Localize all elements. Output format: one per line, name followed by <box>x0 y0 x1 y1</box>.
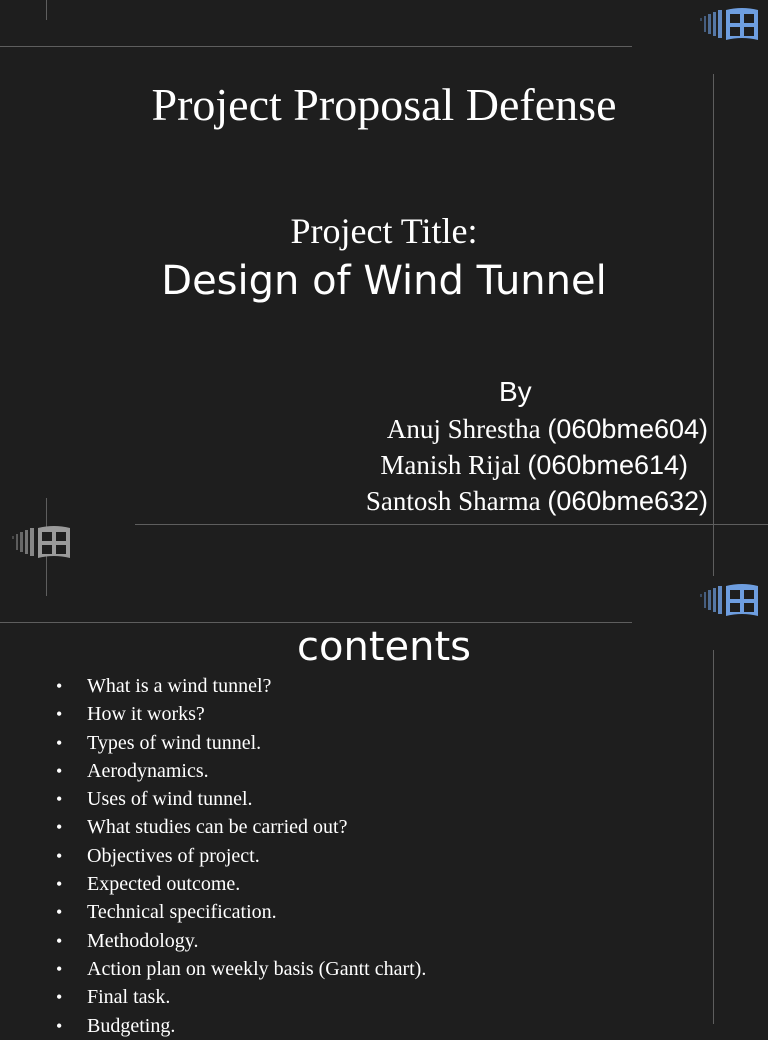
windows-logo-icon <box>700 580 760 620</box>
bullet: • <box>56 874 63 895</box>
author-line <box>366 486 708 517</box>
list-item-text: Action plan on weekly basis (Gantt chart). <box>87 957 427 980</box>
author-line <box>387 414 708 445</box>
author-name: Manish Rijal <box>380 450 521 480</box>
list-item <box>56 842 426 870</box>
left-guide-top <box>46 0 47 20</box>
list-item <box>56 898 426 926</box>
slide-contents <box>0 576 768 1037</box>
project-title: Design of Wind Tunnel <box>161 258 607 304</box>
list-item-text: Types of wind tunnel. <box>87 731 262 754</box>
list-item-text: What is a wind tunnel? <box>87 675 272 697</box>
left-guide-top <box>46 576 47 596</box>
author-line <box>380 450 688 481</box>
right-guide <box>713 650 714 1024</box>
list-item <box>56 983 426 1011</box>
list-item <box>56 757 426 785</box>
bottom-divider <box>135 524 768 525</box>
author-roll: (060bme614) <box>527 450 688 480</box>
list-item-text: How it works? <box>87 703 205 726</box>
bullet: • <box>56 704 63 725</box>
list-item <box>56 955 426 983</box>
list-item <box>56 927 426 955</box>
bullet: • <box>56 676 63 696</box>
list-item <box>56 785 426 813</box>
author-roll: (060bme632) <box>547 486 708 516</box>
contents-heading: contents <box>297 624 471 670</box>
list-item <box>56 729 426 757</box>
bullet: • <box>56 930 63 951</box>
bullet: • <box>56 845 63 866</box>
list-item-text: Final task. <box>87 986 171 1009</box>
list-item-text: Technical specification. <box>87 901 277 924</box>
right-guide <box>713 74 714 576</box>
list-item-text: Expected outcome. <box>87 873 241 896</box>
windows-logo-icon <box>12 522 72 562</box>
by-label: By <box>499 376 532 407</box>
list-item <box>56 700 426 728</box>
list-item <box>56 672 426 700</box>
bullet: • <box>56 732 63 753</box>
windows-logo-icon <box>700 4 760 44</box>
bullet: • <box>56 760 63 781</box>
bullet: • <box>56 817 63 838</box>
list-item-text: Uses of wind tunnel. <box>87 788 253 811</box>
author-name: Anuj Shrestha <box>386 414 541 444</box>
list-item <box>56 1012 426 1040</box>
project-title-label: Project Title: <box>290 211 478 251</box>
author-name: Santosh Sharma <box>365 486 541 516</box>
contents-list <box>56 672 426 1040</box>
list-item-text: Budgeting. <box>87 1014 176 1037</box>
bullet: • <box>56 902 63 923</box>
list-item <box>56 870 426 898</box>
top-divider <box>0 46 632 47</box>
top-divider <box>0 622 632 623</box>
list-item-text: Methodology. <box>87 929 199 952</box>
author-roll: (060bme604) <box>547 414 708 444</box>
slide-title-text: Project Proposal Defense <box>151 79 617 130</box>
bullet: • <box>56 987 63 1008</box>
list-item-text: Objectives of project. <box>87 844 260 867</box>
bullet: • <box>56 789 63 810</box>
list-item-text: Aerodynamics. <box>87 759 209 782</box>
bullet: • <box>56 958 63 979</box>
bullet: • <box>56 1015 63 1036</box>
list-item-text: What studies can be carried out? <box>87 816 348 839</box>
list-item <box>56 813 426 841</box>
